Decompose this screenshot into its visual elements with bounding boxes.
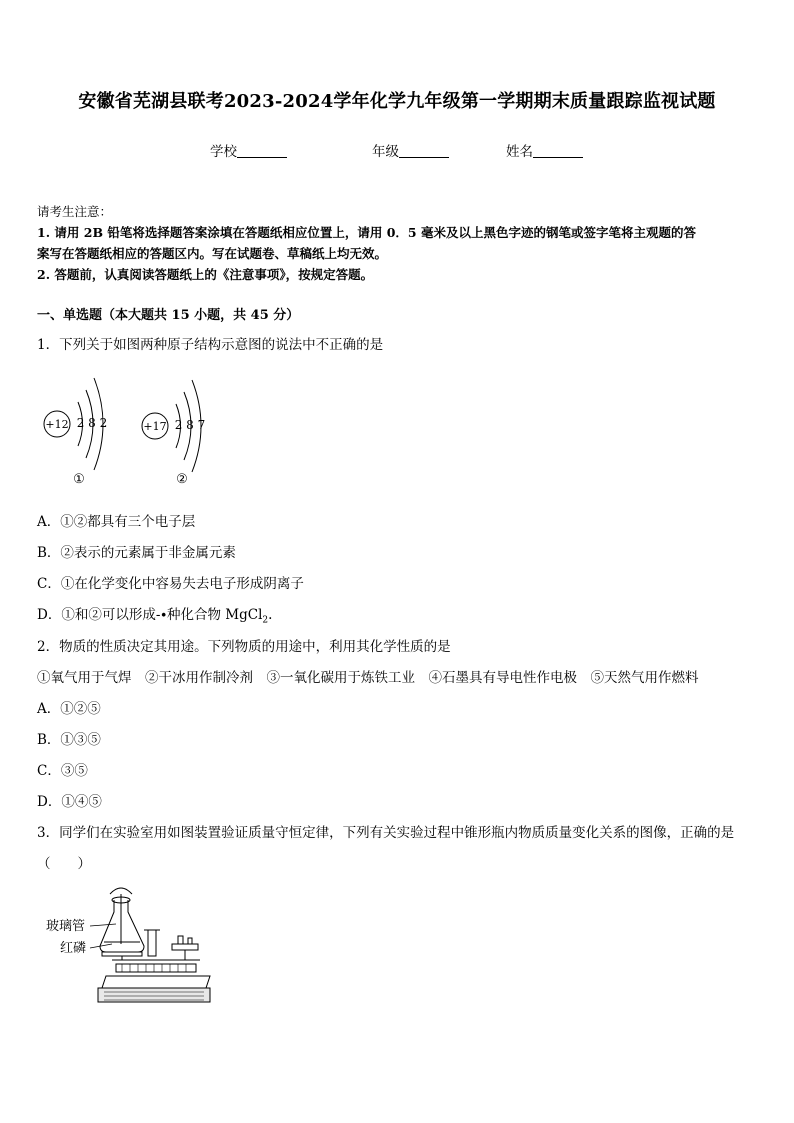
q2-items: ①氧气用于气焊 ②干冰用作制冷剂 ③一氧化碳用于炼铁工业 ④石墨具有导电性作电极 ⑤天然气用作燃料 (37, 670, 699, 686)
glass-tube-label: 玻璃管 (46, 919, 86, 934)
flask (100, 888, 144, 952)
note-line-2: 案写在答题纸相应的答题区内。写在试题卷、草稿纸上均无效。 (37, 246, 388, 261)
name-field[interactable] (506, 140, 583, 160)
q2-option-b[interactable]: B．①③⑤ (37, 732, 101, 748)
note-line-3: 2. 答题前，认真阅读答题纸上的《注意事项》，按规定答题。 (37, 267, 374, 282)
name-label: 姓名 (506, 144, 533, 160)
page-title: 安徽省芜湖县联考2023-2024学年化学九年级第一学期期末质量跟踪监视试题 (78, 91, 716, 112)
q2-option-d[interactable]: D．①④⑤ (37, 794, 102, 810)
q2-option-c[interactable]: C．③⑤ (37, 763, 88, 779)
school-field[interactable] (210, 140, 287, 160)
q1-option-c[interactable]: C．①在化学变化中容易失去电子形成阴离子 (37, 576, 304, 592)
grade-blank[interactable] (399, 143, 449, 158)
q1-option-d-subscript: 2 (262, 615, 269, 626)
q1-option-d-text: D．①和②可以形成-∙种化合物 MgCl (37, 607, 263, 623)
q2-option-a[interactable]: A．①②⑤ (37, 701, 101, 717)
q1-stem: 1．下列关于如图两种原子结构示意图的说法中不正确的是 (37, 337, 384, 353)
school-label: 学校 (210, 144, 237, 160)
atom1-nucleus-charge: +12 (45, 418, 69, 431)
balance (98, 930, 210, 1002)
grade-label: 年级 (372, 144, 399, 160)
atom1-label: ① (73, 472, 85, 487)
q3-stem: 3．同学们在实验室用如图装置验证质量守恒定律，下列有关实验过程中锥形瓶内物质质量变化关系的图像，正确的是 (37, 825, 735, 841)
q1-option-b[interactable]: B．②表示的元素属于非金属元素 (37, 545, 236, 561)
atom2-label: ② (176, 472, 188, 487)
note-line-1: 1. 请用 2B 铅笔将选择题答案涂填在答题纸相应位置上，请用 0．5 毫米及以上黑色字迹的钢笔或签字笔将主观题的答 (37, 225, 696, 240)
section-heading: 一、单选题（本大题共 15 小题，共 45 分） (37, 308, 300, 323)
red-phosphorus-label: 红磷 (60, 941, 87, 956)
school-blank[interactable] (237, 143, 287, 158)
atom2-nucleus-charge: +17 (143, 420, 167, 433)
atom1-electrons: 2 8 2 (76, 416, 108, 430)
balance-apparatus-figure (42, 880, 217, 1006)
q3-stem-paren: （ ） (37, 856, 91, 872)
notes-heading: 请考生注意： (37, 204, 113, 219)
name-blank[interactable] (533, 143, 583, 158)
atom-structure-figure (38, 372, 228, 488)
q1-option-d[interactable] (37, 603, 272, 626)
atom2-electrons: 2 8 7 (174, 418, 206, 432)
q1-option-d-period: . (268, 607, 273, 623)
q2-stem: 2．物质的性质决定其用途。下列物质的用途中，利用其化学性质的是 (37, 639, 451, 655)
glass-tube-pointer (90, 924, 116, 926)
q1-option-a[interactable]: A．①②都具有三个电子层 (37, 514, 196, 530)
grade-field[interactable] (372, 140, 449, 160)
